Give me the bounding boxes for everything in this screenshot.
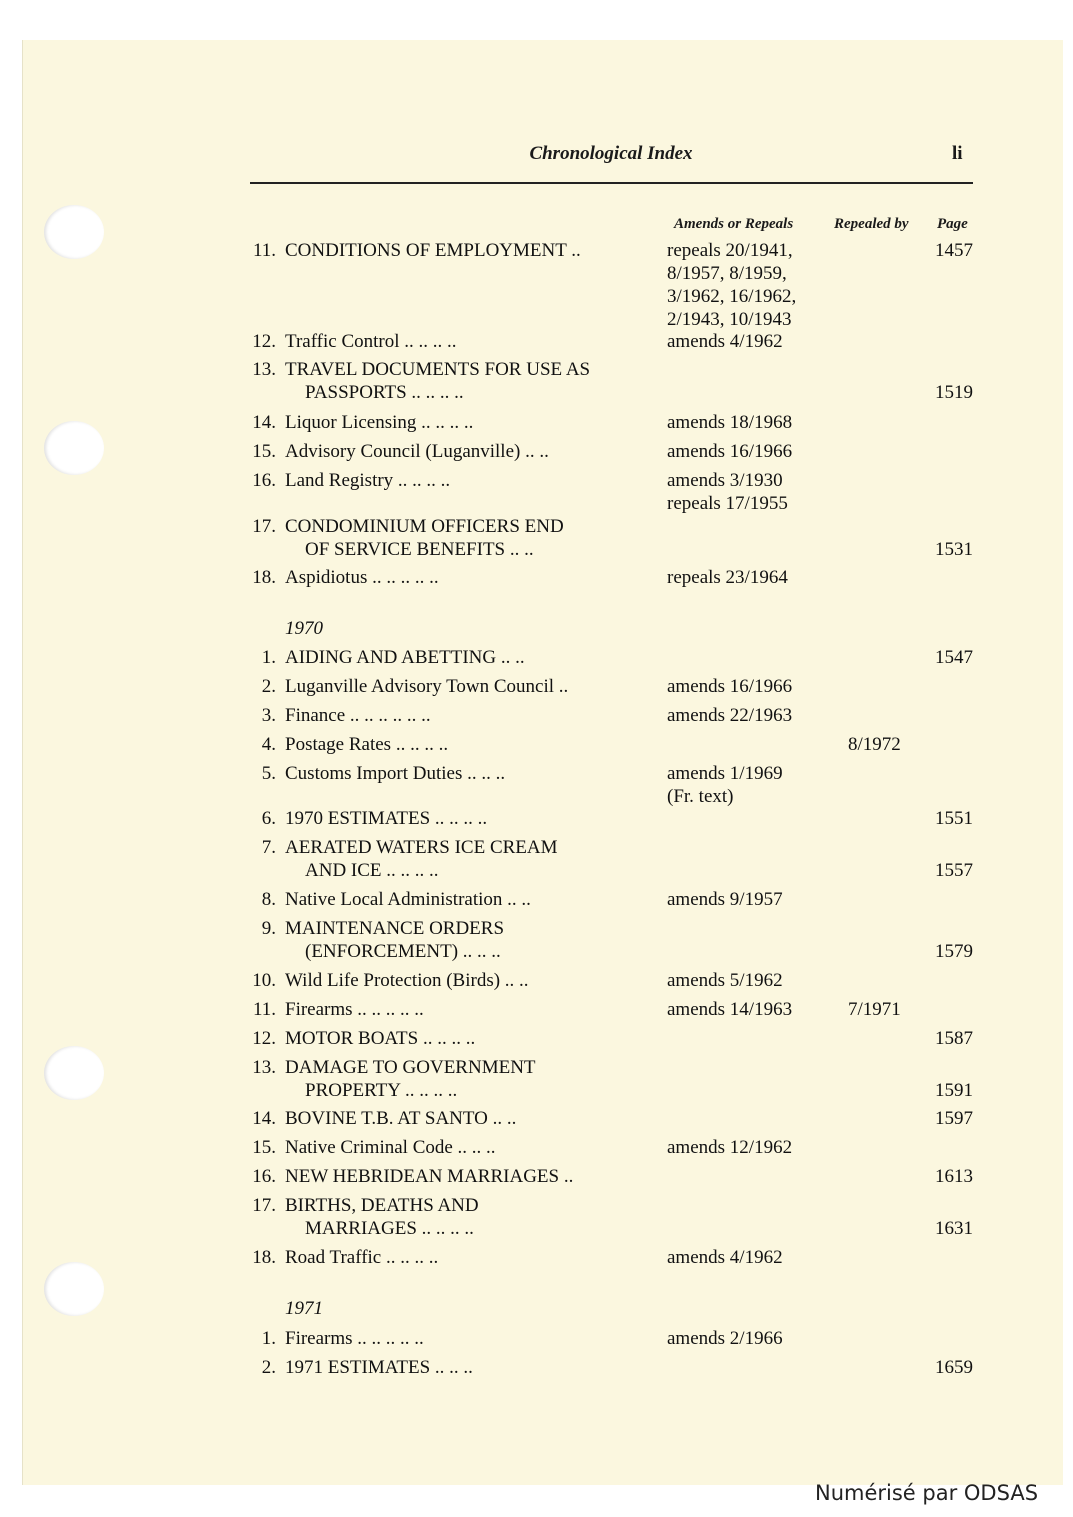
entry-title-line: MAINTENANCE ORDERS: [285, 918, 505, 939]
page-reference: 1519: [935, 382, 973, 403]
entry-title: [285, 646, 525, 669]
entry-title-line: MARRIAGES .. .. .. ..: [305, 1218, 474, 1239]
punch-hole: [44, 421, 104, 475]
page-reference: 1457: [935, 240, 973, 261]
page-reference: 1613: [935, 1166, 973, 1187]
entry-title-line: OF SERVICE BENEFITS .. ..: [305, 539, 534, 560]
entry-title-line: BOVINE T.B. AT SANTO .. ..: [285, 1108, 517, 1129]
entry-title-line: Land Registry .. .. .. ..: [285, 470, 451, 491]
entry-number: 16.: [252, 1166, 276, 1187]
amends-line: amends 4/1962: [667, 1247, 783, 1268]
entry-title-line: Native Criminal Code .. .. ..: [285, 1137, 496, 1158]
entry-number: 17.: [252, 516, 276, 537]
amends-line: repeals 20/1941,: [667, 240, 793, 261]
entry-title: [285, 440, 549, 463]
entry-title: [285, 762, 505, 785]
entry-title: [285, 733, 448, 756]
amends-line: repeals 17/1955: [667, 493, 788, 514]
entry-title-line: Luganville Advisory Town Council ..: [285, 676, 569, 697]
entry-title: [285, 358, 590, 404]
punch-hole: [44, 1262, 104, 1316]
entry-title-line: 1971 ESTIMATES .. .. ..: [285, 1357, 473, 1378]
entry-title: [285, 807, 487, 830]
entry-title-line: Native Local Administration .. ..: [285, 889, 531, 910]
entry-title-line: Wild Life Protection (Birds) .. ..: [285, 970, 529, 991]
entry-title-line: AERATED WATERS ICE CREAM: [285, 837, 558, 858]
entry-title-line: Advisory Council (Luganville) .. ..: [285, 441, 549, 462]
entry-number: 4.: [261, 734, 276, 755]
year-heading: 1971: [285, 1298, 323, 1319]
entry-title-line: NEW HEBRIDEAN MARRIAGES ..: [285, 1166, 574, 1187]
entry-title: [285, 998, 424, 1021]
running-header-title: Chronological Index: [529, 143, 693, 164]
entry-title-line: PASSPORTS .. .. .. ..: [305, 382, 464, 403]
entry-title-line: CONDOMINIUM OFFICERS END: [285, 516, 564, 537]
page-reference: 1551: [935, 808, 973, 829]
amends-or-repeals: [667, 330, 783, 353]
page-reference: 1579: [935, 941, 973, 962]
entry-title: [285, 469, 450, 492]
entry-title: [285, 1194, 479, 1240]
entry-title: [285, 1136, 496, 1159]
page-reference: 1591: [935, 1080, 973, 1101]
entry-title: [285, 330, 457, 353]
entry-title-line: AND ICE .. .. .. ..: [305, 860, 439, 881]
amends-or-repeals: [667, 1136, 792, 1159]
amends-line: 2/1943, 10/1943: [667, 309, 792, 330]
entry-number: 13.: [252, 359, 276, 380]
column-header-amends: Amends or Repeals: [674, 216, 794, 232]
entry-number: 14.: [252, 412, 276, 433]
entry-title: [285, 1107, 516, 1130]
amends-or-repeals: [667, 469, 788, 515]
amends-or-repeals: [667, 998, 792, 1021]
entry-number: 15.: [252, 1137, 276, 1158]
amends-line: amends 18/1968: [667, 412, 793, 433]
amends-or-repeals: [667, 411, 792, 434]
amends-line: (Fr. text): [667, 786, 734, 807]
entry-title-line: Finance .. .. .. .. .. ..: [285, 705, 431, 726]
entry-title: [285, 836, 558, 882]
digitization-credit: Numérisé par ODSAS: [815, 1481, 1039, 1505]
header-rule: [250, 182, 973, 184]
amends-or-repeals: [667, 1246, 783, 1269]
entry-title-line: PROPERTY .. .. .. ..: [305, 1080, 458, 1101]
entry-title: [285, 917, 504, 963]
page-reference: 1597: [935, 1108, 973, 1129]
entry-title: [285, 1056, 536, 1102]
entry-title: [285, 411, 473, 434]
entry-title-line: CONDITIONS OF EMPLOYMENT ..: [285, 240, 581, 261]
amends-line: 3/1962, 16/1962,: [667, 286, 797, 307]
amends-or-repeals: [667, 704, 792, 727]
amends-or-repeals: [667, 675, 792, 698]
amends-or-repeals: [667, 1327, 783, 1350]
entry-title-line: BIRTHS, DEATHS AND: [285, 1195, 479, 1216]
punch-hole: [44, 205, 104, 259]
amends-or-repeals: [667, 888, 783, 911]
entry-number: 11.: [252, 240, 276, 261]
entry-title-line: AIDING AND ABETTING .. ..: [285, 647, 525, 668]
amends-line: 8/1957, 8/1959,: [667, 263, 787, 284]
entry-title-line: Customs Import Duties .. .. ..: [285, 763, 506, 784]
entry-number: 13.: [252, 1057, 276, 1078]
entry-title-line: 1970 ESTIMATES .. .. .. ..: [285, 808, 488, 829]
entry-title: [285, 1027, 475, 1050]
page-reference: 1557: [935, 860, 973, 881]
entry-number: 8.: [261, 889, 276, 910]
entry-number: 16.: [252, 470, 276, 491]
amends-line: amends 12/1962: [667, 1137, 793, 1158]
entry-number: 2.: [261, 676, 276, 697]
entry-title: [285, 1327, 424, 1350]
entry-number: 11.: [252, 999, 276, 1020]
entry-title-line: (ENFORCEMENT) .. .. ..: [305, 941, 501, 962]
entry-number: 12.: [252, 1028, 276, 1049]
entry-title: [285, 675, 568, 698]
entry-number: 7.: [261, 837, 276, 858]
entry-number: 9.: [261, 918, 276, 939]
amends-line: amends 3/1930: [667, 470, 783, 491]
column-header-page: Page: [937, 216, 968, 232]
entry-title: [285, 1165, 573, 1188]
amends-or-repeals: [667, 239, 796, 331]
amends-or-repeals: [667, 440, 792, 463]
entry-title: [285, 1246, 438, 1269]
entry-number: 1.: [261, 647, 276, 668]
entry-title-line: MOTOR BOATS .. .. .. ..: [285, 1028, 476, 1049]
amends-line: amends 16/1966: [667, 441, 793, 462]
page-reference: 1659: [935, 1357, 973, 1378]
entry-title-line: Traffic Control .. .. .. ..: [285, 331, 457, 352]
entry-number: 6.: [261, 808, 276, 829]
page-reference: 1631: [935, 1218, 973, 1239]
amends-or-repeals: [667, 969, 783, 992]
amends-or-repeals: [667, 566, 788, 589]
entry-number: 18.: [252, 1247, 276, 1268]
entry-title-line: DAMAGE TO GOVERNMENT: [285, 1057, 536, 1078]
year-heading: 1970: [285, 618, 323, 639]
entry-title: [285, 515, 564, 561]
entry-title: [285, 888, 531, 911]
entry-number: 15.: [252, 441, 276, 462]
amends-line: amends 1/1969: [667, 763, 783, 784]
page-number: li: [952, 143, 963, 164]
amends-line: repeals 23/1964: [667, 567, 788, 588]
entry-title: [285, 239, 581, 262]
entry-number: 12.: [252, 331, 276, 352]
entry-title-line: Aspidiotus .. .. .. .. ..: [285, 567, 439, 588]
entry-title: [285, 1356, 473, 1379]
amends-line: amends 9/1957: [667, 889, 783, 910]
amends-line: amends 16/1966: [667, 676, 793, 697]
amends-line: amends 14/1963: [667, 999, 793, 1020]
entry-number: 3.: [261, 705, 276, 726]
entry-title: [285, 704, 431, 727]
entry-number: 5.: [261, 763, 276, 784]
entry-title: [285, 969, 529, 992]
repealed-by: 8/1972: [848, 734, 901, 755]
page-reference: 1531: [935, 539, 973, 560]
entry-number: 2.: [261, 1357, 276, 1378]
entry-title-line: Firearms .. .. .. .. ..: [285, 999, 424, 1020]
amends-line: amends 5/1962: [667, 970, 783, 991]
entry-title: [285, 566, 439, 589]
entry-number: 18.: [252, 567, 276, 588]
amends-line: amends 4/1962: [667, 331, 783, 352]
page-reference: 1587: [935, 1028, 973, 1049]
page-reference: 1547: [935, 647, 973, 668]
entry-number: 1.: [261, 1328, 276, 1349]
entry-number: 10.: [252, 970, 276, 991]
amends-or-repeals: [667, 762, 783, 808]
entry-number: 14.: [252, 1108, 276, 1129]
entry-title-line: TRAVEL DOCUMENTS FOR USE AS: [285, 359, 591, 380]
amends-line: amends 2/1966: [667, 1328, 783, 1349]
entry-title-line: Liquor Licensing .. .. .. ..: [285, 412, 474, 433]
entry-number: 17.: [252, 1195, 276, 1216]
entry-title-line: Firearms .. .. .. .. ..: [285, 1328, 424, 1349]
column-header-repealed-by: Repealed by: [834, 216, 909, 232]
repealed-by: 7/1971: [848, 999, 901, 1020]
entry-title-line: Road Traffic .. .. .. ..: [285, 1247, 439, 1268]
amends-line: amends 22/1963: [667, 705, 793, 726]
entry-title-line: Postage Rates .. .. .. ..: [285, 734, 449, 755]
punch-hole: [44, 1046, 104, 1100]
